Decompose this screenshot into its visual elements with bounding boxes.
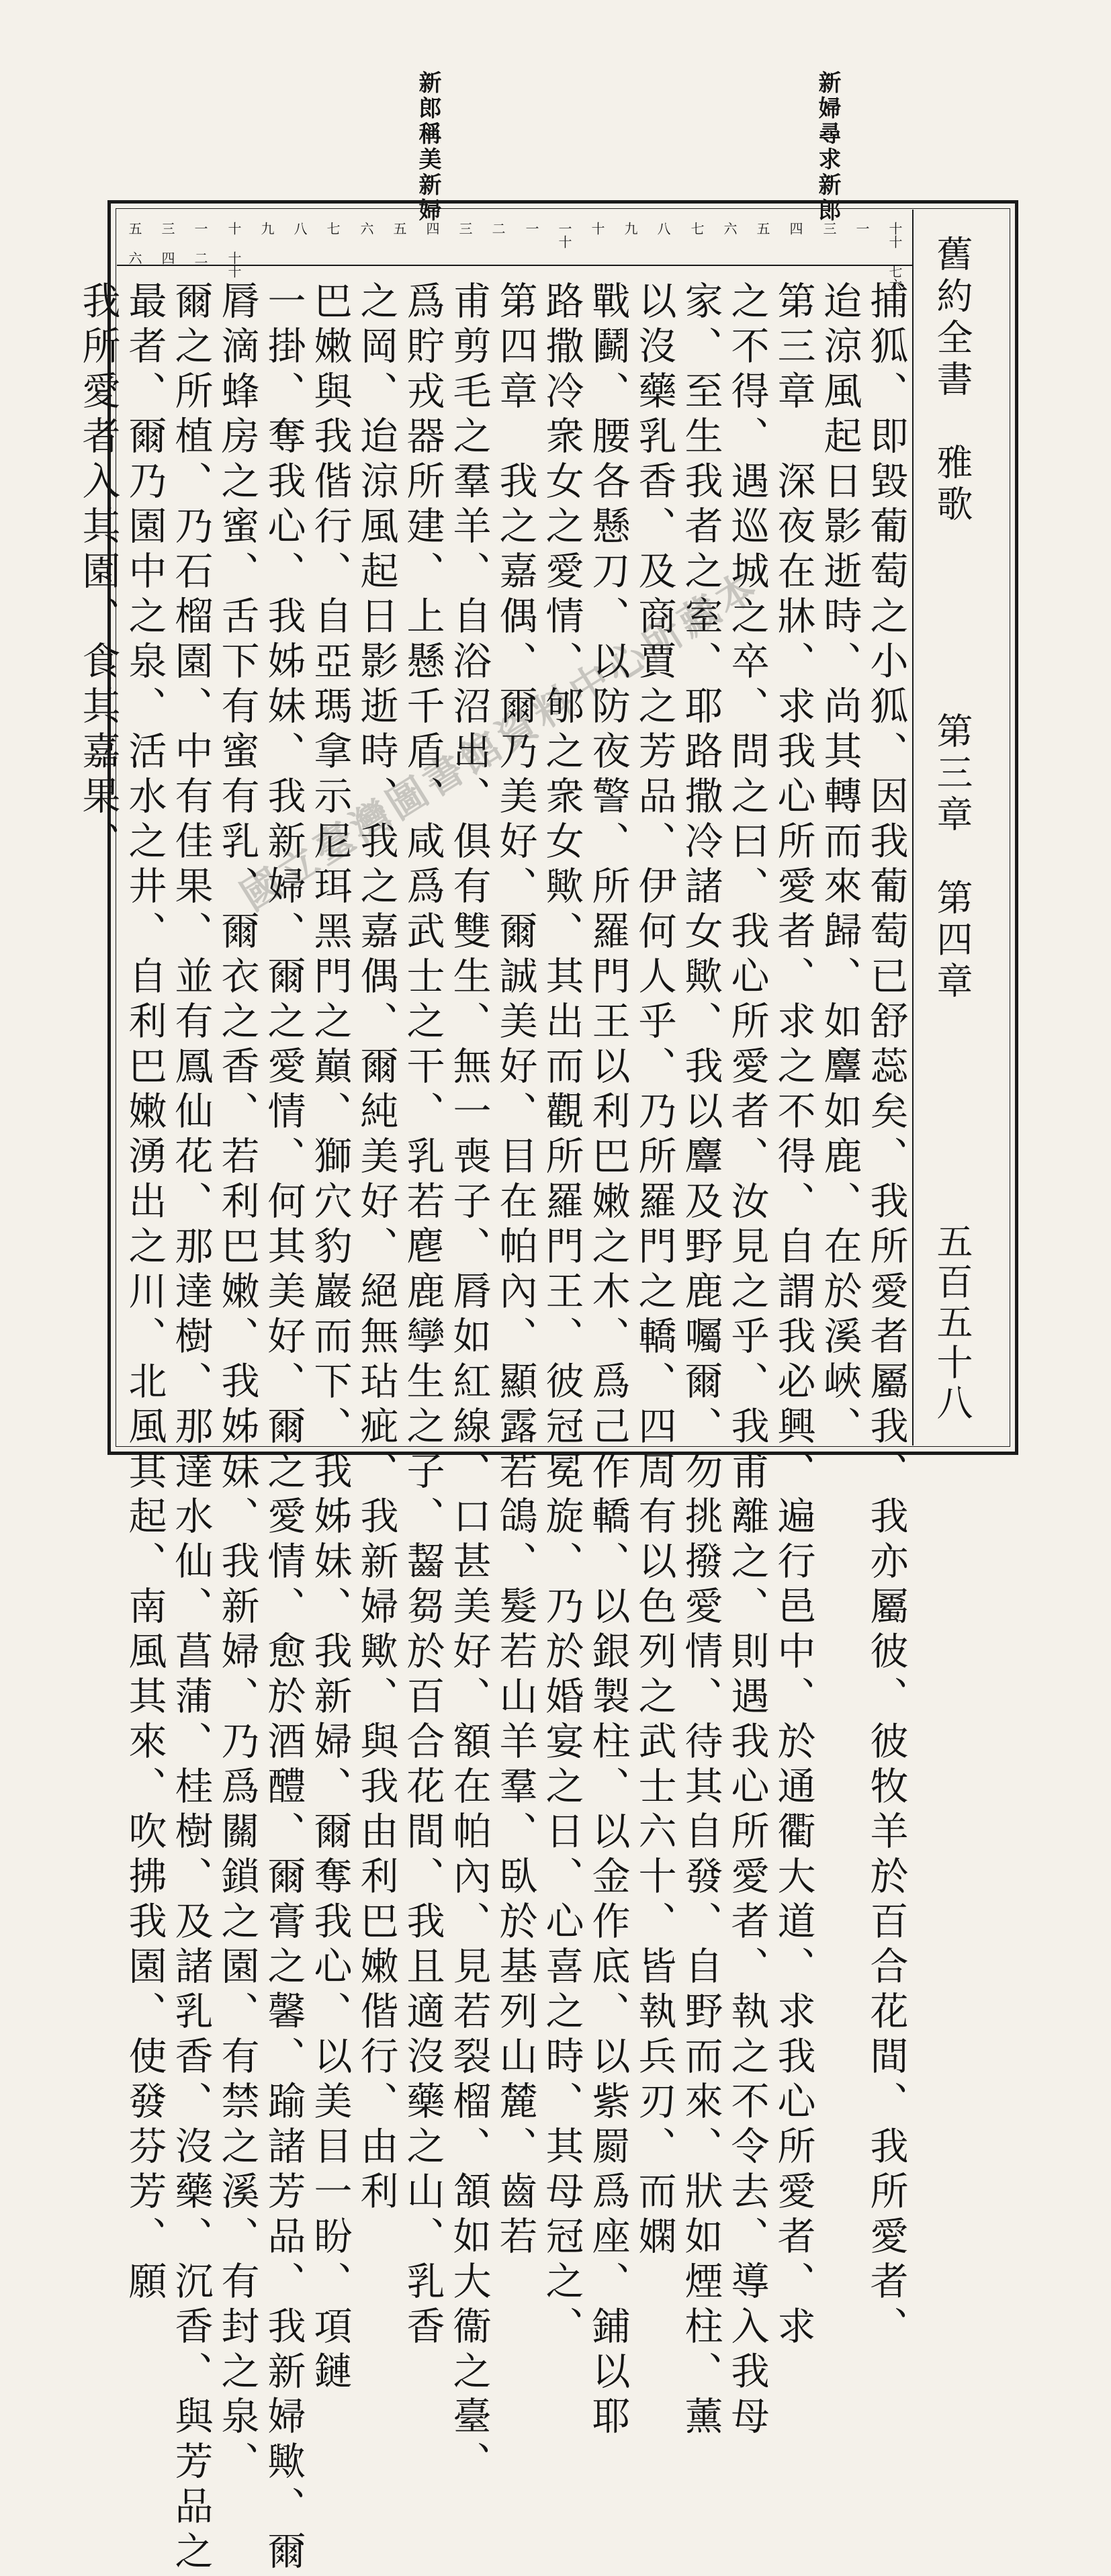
text-column: 捕狐、即毀葡萄之小狐、因我葡萄已舒蕊矣、我所愛者屬我、我亦屬彼、彼牧羊於百合花間、我所愛者、 xyxy=(864,281,908,2351)
page-number: 五百五十八 xyxy=(931,1223,973,1424)
verse-number: 二 xyxy=(490,222,506,235)
verse-number: 五 xyxy=(754,222,770,235)
verse-number: 四 xyxy=(787,222,803,235)
text-column: 最者、爾乃園中之泉、活水之井、自利巴嫩湧出之川、北風其起、南風其來、吹拂我園、使發芬芳、願 xyxy=(122,281,167,2306)
text-column: 家、至生我者之室、耶路撒冷諸女歟、我以麞及野鹿囑爾、勿挑撥愛情、待其自發、自野而來、狀如煙柱、薰 xyxy=(678,281,723,2441)
verse-number: 五 xyxy=(391,222,407,235)
verse-number: 十 十十 xyxy=(226,222,242,278)
text-column: 巴嫩與我偕行、自亞瑪拿示尼珥黑門之巔、獅穴豹巖而下、我姊妹、我新婦、爾奪我心、以美目一盼、項鏈 xyxy=(308,281,352,2396)
chapter-range: 第三章 第四章 xyxy=(931,712,973,1004)
verse-number: 一 二 xyxy=(192,222,208,265)
verse-number: 四 xyxy=(424,222,440,235)
verse-number: 一十 xyxy=(556,222,572,249)
verse-number: 九 xyxy=(622,222,638,235)
verse-number: 一 xyxy=(523,222,539,235)
text-column: 一掛、奪我心、我姊妹、我新婦、爾之愛情、何其美好、爾之愛情、愈於酒醴、爾膏之馨、踰諸芳品、我新婦歟、爾 xyxy=(261,281,306,2576)
verse-number: 十十 七六 xyxy=(887,222,903,292)
verse-number: 十 xyxy=(589,222,605,235)
text-column: 脣滴蜂房之蜜、舌下有蜜有乳、爾衣之香、若利巴嫩、我姊妹、我新婦、乃爲關鎖之園、有禁之溪、有封之泉、 xyxy=(215,281,259,2486)
text-column: 爾之所植、乃石榴園、中有佳果、並有鳳仙花、那達樹、那達水仙、菖蒲、桂樹、及諸乳香、沒藥、沉香、與芳品之 xyxy=(169,281,213,2576)
verse-number: 三 xyxy=(457,222,473,235)
verse-number: 七 xyxy=(688,222,705,235)
text-column: 之岡、迨涼風起日影逝時、我之嘉偶、爾純美好、絕無玷疵、我新婦歟、與我由利巴嫩偕行、由利 xyxy=(354,281,398,2216)
text-column: 甫剪毛之羣羊、自浴沼出、俱有雙生、無一喪子、脣如紅線、口甚美好、額在帕內、見若裂榴、頷如大衞之臺、 xyxy=(447,281,491,2486)
text-column: 之不得、遇巡城之卒、問之曰、我心所愛者、汝見之乎、我甫離之、則遇我心所愛者、執之不令去、導入我母 xyxy=(725,281,769,2441)
verse-number: 八 xyxy=(292,222,308,235)
text-column: 迨涼風起日影逝時、尚其轉而來歸、如麞如鹿、在於溪峽、 xyxy=(817,281,862,1451)
text-column: 第三章 深夜在牀、求我心所愛者、求之不得、自謂我必興、遍行邑中、於通衢大道、求我心所愛者、求 xyxy=(771,281,815,2351)
marginal-note-groom-praises-bride: 新郎稱美新婦 xyxy=(414,71,441,224)
marginal-note-bride-seeks-groom: 新婦尋求新郎 xyxy=(814,71,841,224)
text-column: 爲貯戎器所建、上懸千盾、咸爲武士之干、乳若麀鹿孿生之子、齧芻於百合花間、我且適沒藥之山、乳香 xyxy=(400,281,445,2351)
running-head-divider xyxy=(912,210,914,1446)
verse-number: 六 xyxy=(721,222,738,235)
verse-number: 七 xyxy=(324,222,341,235)
text-column: 路撒冷衆女之愛情、郇之衆女歟、其出而觀所羅門王、彼冠冕旋、乃於婚宴之日、心喜之時、其母冠之、 xyxy=(539,281,584,2351)
text-column: 我所愛者入其園、食其嘉果、 xyxy=(76,281,120,866)
text-column: 以沒藥乳香、及商賈之芳品、伊何人乎、乃所羅門之轎、四周有以色列之武士六十、皆執兵刃、而嫻 xyxy=(632,281,676,2261)
verse-number: 八 xyxy=(655,222,671,235)
verse-number: 一 xyxy=(854,222,870,235)
text-column: 戰鬬、腰各懸刀、以防夜警、所羅門王以利巴嫩之木、爲己作轎、以銀製柱、以金作底、以紫罽爲座、鋪以耶 xyxy=(586,281,630,2441)
text-column: 第四章 我之嘉偶、爾乃美好、爾誠美好、目在帕內、顯露若鴿、髮若山羊羣、臥於基列山麓、齒若 xyxy=(493,281,537,2261)
verse-number: 六 xyxy=(358,222,374,235)
verse-number: 五 六 xyxy=(126,222,142,265)
verse-number: 九 xyxy=(259,222,275,235)
verse-number: 三 xyxy=(821,222,837,235)
book-title: 舊約全書 雅歌 xyxy=(931,235,973,527)
verse-number: 三 四 xyxy=(159,222,175,265)
library-watermark: 國立臺灣圖書館資料中心所藏本 xyxy=(232,562,768,920)
